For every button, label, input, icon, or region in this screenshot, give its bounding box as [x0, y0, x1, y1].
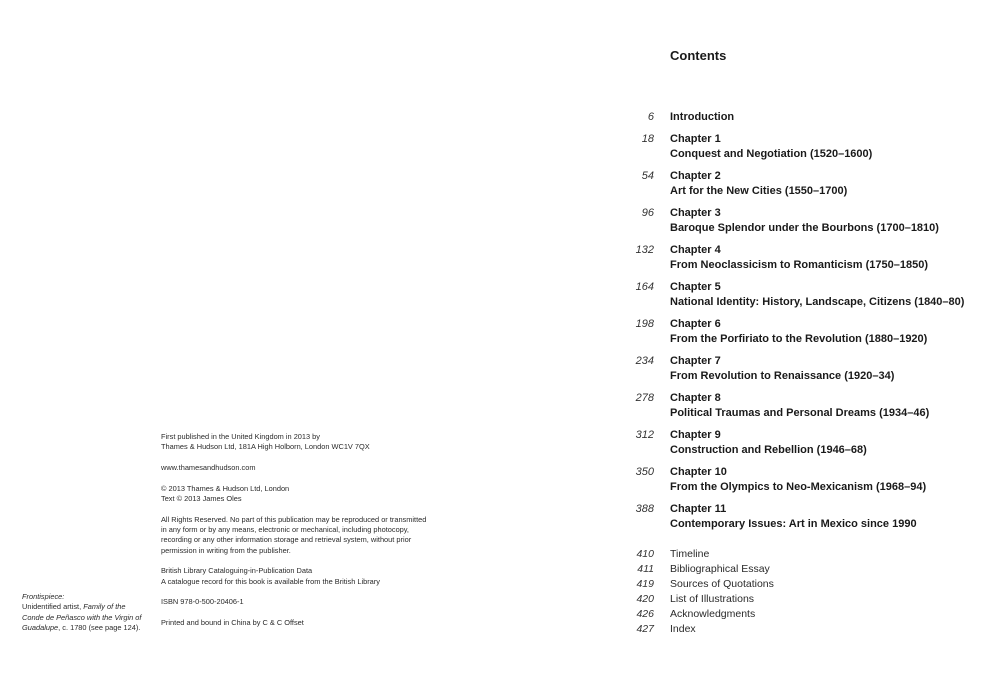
chapter-title: Baroque Splendor under the Bourbons (1700–1810) — [670, 222, 939, 234]
chapter-title: Contemporary Issues: Art in Mexico since 1990 — [670, 518, 917, 530]
toc-page-number: 350 — [635, 466, 654, 478]
chapter-label: Chapter 9 — [670, 429, 721, 441]
right-page — [600, 0, 1000, 700]
chapter-title: Political Traumas and Personal Dreams (1934–46) — [670, 407, 930, 419]
toc-entry-title: List of Illustrations — [670, 593, 755, 605]
copyright-imprint — [161, 432, 461, 628]
imprint-line: All Rights Reserved. No part of this publication may be reproduced or transmitted — [161, 514, 427, 524]
chapter-title: From the Olympics to Neo-Mexicanism (1968–94) — [670, 481, 927, 493]
toc-page-number: 6 — [647, 111, 654, 123]
frontispiece-caption — [22, 592, 152, 633]
imprint-paragraph — [161, 484, 461, 505]
imprint-line: A catalogue record for this book is available from the British Library — [161, 576, 380, 586]
imprint-paragraph — [161, 432, 461, 453]
toc-page-number: 419 — [636, 578, 654, 590]
imprint-line: Thames & Hudson Ltd, 181A High Holborn, London WC1V 7QX — [161, 442, 370, 452]
toc-page-number: 410 — [636, 548, 654, 560]
chapter-title: From Revolution to Renaissance (1920–34) — [670, 370, 895, 382]
frontispiece-line: Conde de Peñasco with the Virgin of — [22, 612, 142, 622]
toc-page-number: 18 — [641, 133, 654, 145]
chapter-label: Chapter 4 — [670, 244, 721, 256]
toc-page-number: 420 — [636, 593, 654, 605]
toc-entry-title: Sources of Quotations — [670, 578, 774, 590]
chapter-title: Conquest and Negotiation (1520–1600) — [670, 148, 873, 160]
chapter-label: Chapter 11 — [670, 503, 727, 515]
publisher-website: www.thamesandhudson.com — [161, 462, 256, 472]
chapter-label: Chapter 1 — [670, 133, 721, 145]
imprint-paragraph — [161, 515, 461, 556]
toc-entry-title: Bibliographical Essay — [670, 563, 770, 575]
chapter-title: Art for the New Cities (1550–1700) — [670, 185, 848, 197]
chapter-label: Chapter 6 — [670, 318, 721, 330]
chapter-title: Construction and Rebellion (1946–68) — [670, 444, 867, 456]
toc-page-number: 198 — [635, 318, 654, 330]
chapter-title: From Neoclassicism to Romanticism (1750–1850) — [670, 259, 929, 271]
toc-page-number: 426 — [636, 608, 654, 620]
chapter-label: Chapter 5 — [670, 281, 721, 293]
toc-page-number: 164 — [635, 281, 654, 293]
imprint-line: recording or any other information storage and retrieval system, without prior — [161, 535, 412, 545]
isbn: ISBN 978-0-500-20406-1 — [161, 597, 244, 607]
toc-entry-title: Index — [670, 623, 696, 635]
contents-title: Contents — [670, 48, 727, 63]
frontispiece-line: Unidentified artist, Family of the — [22, 602, 126, 612]
chapter-label: Chapter 10 — [670, 466, 727, 478]
toc-page-number: 234 — [635, 355, 654, 367]
chapter-label: Chapter 8 — [670, 392, 721, 404]
toc-entry-title: Timeline — [670, 548, 710, 560]
imprint-paragraph — [161, 566, 461, 587]
chapter-label: Chapter 2 — [670, 170, 721, 182]
frontispiece-line: Guadalupe, c. 1780 (see page 124). — [22, 622, 141, 632]
toc-page-number: 427 — [636, 623, 654, 635]
frontispiece-heading: Frontispiece: — [22, 592, 65, 601]
toc-entry-title: Introduction — [670, 111, 735, 123]
toc-entry-title: Acknowledgments — [670, 608, 756, 620]
imprint-paragraph — [161, 618, 461, 628]
printer-credit: Printed and bound in China by C & C Offset — [161, 617, 304, 627]
imprint-paragraph — [161, 597, 461, 607]
imprint-line: permission in writing from the publisher. — [161, 545, 291, 555]
chapter-title: From the Porfiriato to the Revolution (1880–1920) — [670, 333, 928, 345]
toc-page-number: 54 — [641, 170, 654, 182]
toc-page-number: 278 — [635, 392, 654, 404]
toc-page-number: 388 — [635, 503, 654, 515]
imprint-line: British Library Cataloguing-in-Publication Data — [161, 566, 313, 576]
chapter-label: Chapter 7 — [670, 355, 721, 367]
imprint-line: © 2013 Thames & Hudson Ltd, London — [161, 483, 290, 493]
chapter-title: National Identity: History, Landscape, Citizens (1840–80) — [670, 296, 965, 308]
chapter-label: Chapter 3 — [670, 207, 721, 219]
toc-page-number: 411 — [637, 563, 654, 575]
toc-page-number: 312 — [635, 429, 654, 441]
imprint-line: Text © 2013 James Oles — [161, 493, 242, 503]
imprint-paragraph — [161, 463, 461, 473]
toc-page-number: 132 — [635, 244, 654, 256]
imprint-line: First published in the United Kingdom in 2013 by — [161, 432, 320, 441]
imprint-line: in any form or by any means, electronic or mechanical, including photocopy, — [161, 524, 409, 534]
toc-page-number: 96 — [641, 207, 654, 219]
